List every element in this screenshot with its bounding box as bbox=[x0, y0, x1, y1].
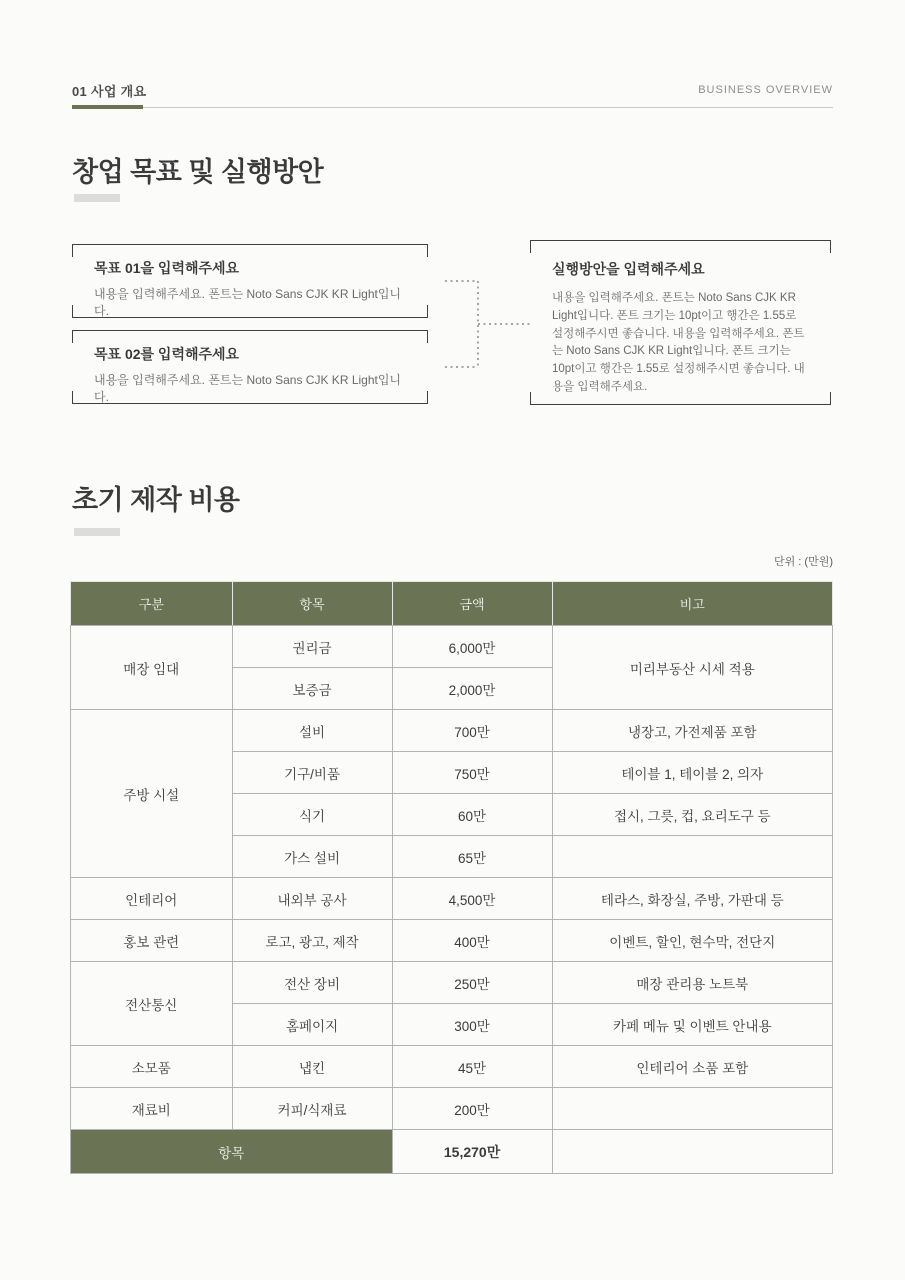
cell-category: 주방 시설 bbox=[71, 710, 233, 878]
cell-note: 접시, 그릇, 컵, 요리도구 등 bbox=[552, 794, 832, 836]
footer-total-amount: 15,270만 bbox=[392, 1130, 552, 1174]
cell-category: 매장 임대 bbox=[71, 626, 233, 710]
cell-category: 소모품 bbox=[71, 1046, 233, 1088]
cell-item: 보증금 bbox=[232, 668, 392, 710]
cell-item: 로고, 광고, 제작 bbox=[232, 920, 392, 962]
cell-item: 식기 bbox=[232, 794, 392, 836]
costs-section-title: 초기 제작 비용 bbox=[72, 485, 240, 515]
plan-box bbox=[530, 240, 831, 405]
cell-category: 홍보 관련 bbox=[71, 920, 233, 962]
goal-1-title: 목표 01을 입력해주세요 bbox=[94, 260, 240, 276]
cell-note: 테라스, 화장실, 주방, 가판대 등 bbox=[552, 878, 832, 920]
goal-2-body: 내용을 입력해주세요. 폰트는 Noto Sans CJK KR Light입니다. bbox=[94, 373, 402, 404]
goals-section-title: 창업 목표 및 실행방안 bbox=[72, 157, 324, 187]
cell-item: 설비 bbox=[232, 710, 392, 752]
goal-box-1 bbox=[72, 244, 428, 318]
cell-category: 인테리어 bbox=[71, 878, 233, 920]
table-header-row bbox=[71, 582, 833, 626]
cell-amount: 700만 bbox=[392, 710, 552, 752]
section-number-label: 01 사업 개요 bbox=[72, 83, 147, 99]
cell-note bbox=[552, 836, 832, 878]
cell-note: 매장 관리용 노트북 bbox=[552, 962, 832, 1004]
cell-category: 전산통신 bbox=[71, 962, 233, 1046]
cell-amount: 750만 bbox=[392, 752, 552, 794]
dotted-connector bbox=[428, 240, 530, 405]
table-row bbox=[71, 1088, 833, 1130]
header-divider bbox=[72, 107, 833, 108]
unit-note: 단위 : (만원) bbox=[774, 556, 833, 568]
cell-item: 내외부 공사 bbox=[232, 878, 392, 920]
cell-item: 전산 장비 bbox=[232, 962, 392, 1004]
cell-note: 카페 메뉴 및 이벤트 안내용 bbox=[552, 1004, 832, 1046]
cell-item: 권리금 bbox=[232, 626, 392, 668]
cell-note: 미리부동산 시세 적용 bbox=[552, 626, 832, 710]
cell-amount: 250만 bbox=[392, 962, 552, 1004]
table-row bbox=[71, 710, 833, 752]
cell-item: 기구/비품 bbox=[232, 752, 392, 794]
costs-title-underline bbox=[74, 528, 120, 536]
table-row bbox=[71, 878, 833, 920]
cell-amount: 400만 bbox=[392, 920, 552, 962]
table-row bbox=[71, 626, 833, 668]
table-footer-row bbox=[71, 1130, 833, 1174]
goals-title-underline bbox=[74, 194, 120, 202]
cell-amount: 2,000만 bbox=[392, 668, 552, 710]
cell-note: 냉장고, 가전제품 포함 bbox=[552, 710, 832, 752]
cell-item: 냅킨 bbox=[232, 1046, 392, 1088]
goal-2-title: 목표 02를 입력해주세요 bbox=[94, 346, 240, 362]
cell-item: 가스 설비 bbox=[232, 836, 392, 878]
header-category: 구분 bbox=[71, 582, 233, 626]
header-divider-accent bbox=[72, 105, 143, 109]
cell-amount: 65만 bbox=[392, 836, 552, 878]
footer-label: 항목 bbox=[71, 1130, 393, 1174]
cell-amount: 200만 bbox=[392, 1088, 552, 1130]
business-overview-label: BUSINESS OVERVIEW bbox=[698, 84, 833, 96]
cell-note: 인테리어 소품 포함 bbox=[552, 1046, 832, 1088]
header-item: 항목 bbox=[232, 582, 392, 626]
cell-amount: 300만 bbox=[392, 1004, 552, 1046]
cell-item: 홈페이지 bbox=[232, 1004, 392, 1046]
header-note: 비고 bbox=[552, 582, 832, 626]
page-header bbox=[72, 80, 833, 100]
cell-note: 테이블 1, 테이블 2, 의자 bbox=[552, 752, 832, 794]
cell-item: 커피/식재료 bbox=[232, 1088, 392, 1130]
header-amount: 금액 bbox=[392, 582, 552, 626]
footer-note bbox=[552, 1130, 832, 1174]
cell-category: 재료비 bbox=[71, 1088, 233, 1130]
table-row bbox=[71, 1046, 833, 1088]
cell-amount: 4,500만 bbox=[392, 878, 552, 920]
cell-note bbox=[552, 1088, 832, 1130]
cell-note: 이벤트, 할인, 현수막, 전단지 bbox=[552, 920, 832, 962]
table-row bbox=[71, 920, 833, 962]
goal-1-body: 내용을 입력해주세요. 폰트는 Noto Sans CJK KR Light입니다. bbox=[94, 287, 402, 318]
cell-amount: 6,000만 bbox=[392, 626, 552, 668]
plan-body: 내용을 입력해주세요. 폰트는 Noto Sans CJK KR Light입니다. 폰트 크기는 10pt이고 행간은 1.55로 설정해주시면 좋습니다. 내용을 입력해주세요. 폰트는 Noto Sans CJK KR Light입니다. 폰트 크기는 10pt이고 행간은 1.55로 설정해주시면 좋습니다. 내용을 입력해주세요. bbox=[552, 292, 805, 394]
goal-box-2 bbox=[72, 330, 428, 404]
initial-cost-table bbox=[70, 581, 833, 1174]
cell-amount: 60만 bbox=[392, 794, 552, 836]
cell-amount: 45만 bbox=[392, 1046, 552, 1088]
plan-title: 실행방안을 입력해주세요 bbox=[552, 261, 705, 277]
table-row bbox=[71, 962, 833, 1004]
